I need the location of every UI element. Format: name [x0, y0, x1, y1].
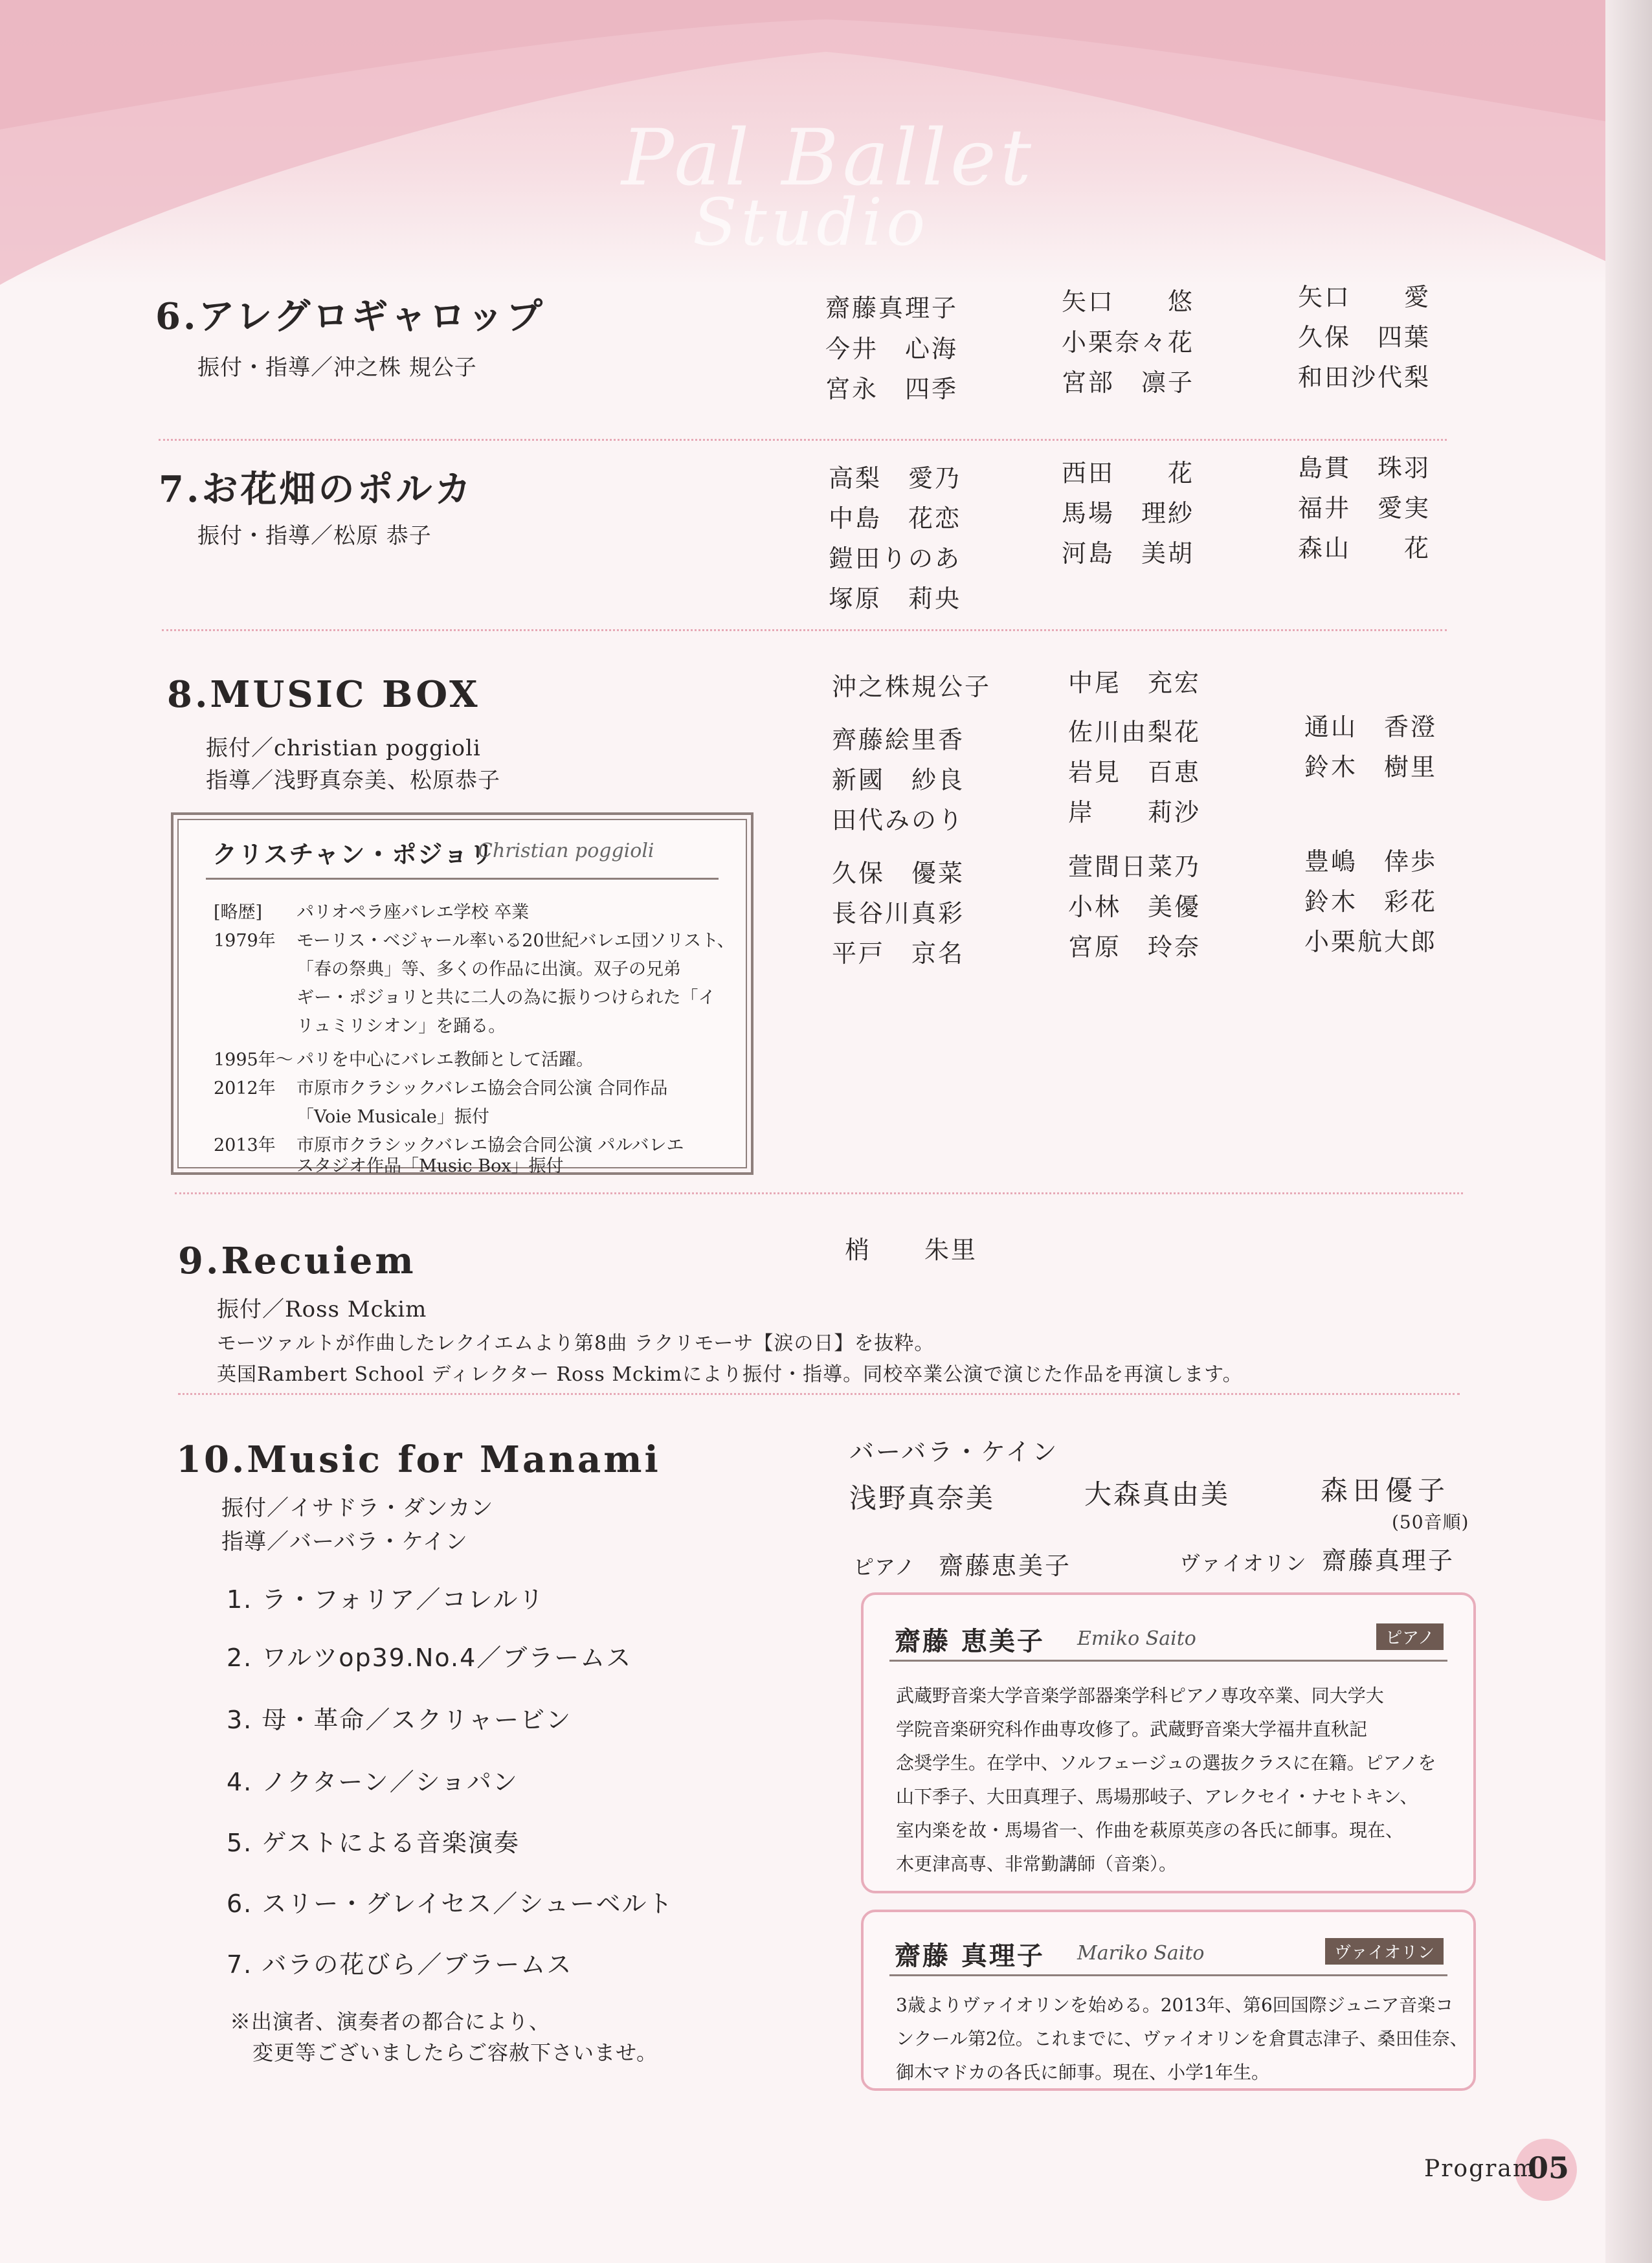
cast-name: 通山 香澄: [1304, 713, 1438, 741]
cast-name: 梢 朱里: [845, 1236, 978, 1264]
bio-text: 市原市クラシックバレエ協会合同公演 パルバレエ: [296, 1135, 684, 1155]
bio-card-piano: [861, 1592, 1476, 1893]
bio-text: 「春の祭典」等、多くの作品に出演。双子の兄弟: [296, 959, 681, 979]
bio-card-name: 齋藤 真理子: [895, 1941, 1045, 1971]
item-8-credit-choreo: 振付／christian poggioli: [206, 735, 481, 761]
bio-text: リュミリシオン」を踊る。: [296, 1016, 506, 1036]
section-divider: [162, 629, 1447, 631]
cast-name: 西田 花: [1062, 459, 1195, 487]
cast-name: 佐川由梨花: [1068, 718, 1201, 746]
item-7-credit: 振付・指導／松原 恭子: [197, 523, 432, 549]
item-6-credit: 振付・指導／沖之株 規公子: [197, 355, 477, 381]
item-10-credit-choreo: 振付／イサドラ・ダンカン: [221, 1495, 494, 1521]
cast-name: 平戸 京名: [832, 939, 965, 968]
song-item: 7. バラの花びら／ブラームス: [227, 1950, 573, 1979]
cast-name: 森田優子: [1321, 1475, 1451, 1506]
song-item: 4. ノクターン／ショパン: [227, 1768, 519, 1796]
bio-card-line: 御木マドカの各氏に師事。現在、小学1年生。: [896, 2062, 1269, 2083]
cast-name: 宮部 凛子: [1062, 368, 1195, 397]
item-8-credit-direction: 指導／浅野真奈美、松原恭子: [206, 768, 500, 794]
cast-name: 島貫 珠羽: [1298, 454, 1431, 482]
bio-name: クリスチャン・ポジョリ: [212, 840, 495, 869]
bio-card-rule: [889, 1660, 1447, 1662]
cast-name: 馬場 理紗: [1062, 499, 1195, 528]
page-number: 05: [1528, 2150, 1570, 2185]
cast-name: 田代みのり: [832, 806, 965, 834]
cast-name: 小栗奈々花: [1062, 328, 1195, 357]
cast-name: 福井 愛実: [1298, 494, 1431, 522]
cast-name: 宮原 玲奈: [1068, 933, 1201, 961]
item-9-note: 英国Rambert School ディレクター Ross Mckimにより振付・指導。同校卒業公演で演じた作品を再演します。: [217, 1363, 1243, 1386]
item-7-title: 7.お花畑のポルカ: [159, 468, 474, 511]
bio-text: モーリス・ベジャール率いる20世紀バレエ団ソリスト、: [296, 931, 735, 951]
cast-name: 今井 心海: [825, 335, 959, 363]
bio-card-line: 武蔵野音楽大学音楽学部器楽学科ピアノ専攻卒業、同大学大: [896, 1685, 1384, 1706]
cast-name: 河島 美胡: [1062, 539, 1195, 568]
cast-lead: バーバラ・ケイン: [849, 1438, 1059, 1466]
bio-card-badge: ピアノ: [1376, 1623, 1444, 1650]
bio-label: 1979年: [214, 931, 276, 951]
footer-program-label: Program: [1424, 2156, 1536, 2182]
cast-name: 久保 四葉: [1298, 323, 1431, 351]
bio-card-line: 学院音楽研究科作曲専攻修了。武蔵野音楽大学福井直秋記: [896, 1719, 1368, 1740]
cast-name: 宮永 四季: [825, 375, 959, 403]
bio-label: 2013年: [214, 1135, 276, 1155]
cast-name: 沖之株規公子: [832, 673, 992, 701]
bio-card-line: 木更津高専、非常勤講師（音楽）。: [896, 1853, 1178, 1875]
bio-rule: [206, 878, 719, 880]
song-item: 3. 母・革命／スクリャービン: [227, 1706, 572, 1734]
poggioli-bio-box: [171, 812, 753, 1175]
cast-name: 小林 美優: [1068, 893, 1201, 921]
cast-name: 鎧田りのあ: [829, 544, 962, 573]
section-divider: [175, 1192, 1463, 1194]
cast-name: 久保 優菜: [832, 859, 965, 887]
musician-role: ヴァイオリン: [1179, 1551, 1307, 1576]
cast-name: 小栗航大郎: [1304, 928, 1438, 956]
cast-name: 長谷川真彩: [832, 899, 965, 928]
cast-name: 岩見 百恵: [1068, 758, 1201, 786]
song-item: 6. スリー・グレイセス／シューベルト: [227, 1890, 674, 1918]
bio-card-rule: [889, 1974, 1447, 1976]
cast-name: 矢口 愛: [1298, 283, 1431, 311]
bio-card-line: 3歳よりヴァイオリンを始める。2013年、第6回国際ジュニア音楽コ: [896, 1994, 1454, 2016]
cast-note: (50音順): [1392, 1511, 1469, 1533]
song-item: 2. ワルツop39.No.4／ブラームス: [227, 1644, 632, 1672]
bio-label: [略歴]: [214, 902, 263, 922]
cast-name: 鈴木 樹里: [1304, 753, 1438, 781]
cast-name: 高梨 愛乃: [829, 464, 962, 493]
item-9-title: 9.Recuiem: [178, 1240, 416, 1282]
musician-role: ピアノ: [853, 1555, 916, 1579]
bio-card-line: 山下季子、大田真理子、馬場那岐子、アレクセイ・ナセトキン、: [896, 1786, 1418, 1807]
bio-card-line: 念奨学生。在学中、ソルフェージュの選抜クラスに在籍。ピアノを: [896, 1752, 1436, 1774]
bio-card-violin: [861, 1910, 1476, 2091]
cast-name: 岸 莉沙: [1068, 798, 1201, 827]
item-9-credit: 振付／Ross Mckim: [217, 1297, 427, 1322]
cast-name: 森山 花: [1298, 534, 1431, 563]
cast-name: 齊藤絵里香: [832, 726, 965, 754]
cast-name: 萱間日菜乃: [1068, 853, 1201, 881]
cast-name: 鈴木 彩花: [1304, 887, 1438, 916]
section-divider: [178, 1393, 1460, 1395]
cast-name: 和田沙代梨: [1298, 363, 1431, 392]
bio-label: 2012年: [214, 1078, 276, 1098]
song-item: 5. ゲストによる音楽演奏: [227, 1829, 520, 1857]
page-edge-shadow: [1605, 0, 1652, 2263]
section-divider: [159, 439, 1447, 441]
cast-name: 新國 紗良: [832, 766, 965, 794]
disclaimer: ※出演者、演奏者の都合により、: [230, 2009, 551, 2034]
cast-name: 中島 花恋: [829, 504, 962, 533]
cast-name: 塚原 莉央: [829, 585, 962, 613]
bio-label: 1995年～: [214, 1050, 293, 1070]
cast-name: 齋藤真理子: [825, 294, 959, 322]
bio-card-line: ンクール第2位。これまでに、ヴァイオリンを倉貫志津子、桑田佳奈、: [896, 2028, 1468, 2049]
disclaimer: 変更等ございましたらご容赦下さいませ。: [252, 2040, 658, 2065]
bio-card-name-en: Mariko Saito: [1077, 1942, 1205, 1965]
cast-name: 豊嶋 倖歩: [1304, 847, 1438, 876]
cast-name: 浅野真奈美: [849, 1482, 996, 1514]
bio-name-en: Christian poggioli: [478, 840, 654, 862]
bio-text: ギー・ポジョリと共に二人の為に振りつけられた「イ: [296, 988, 716, 1008]
bio-text: パリオペラ座バレエ学校 卒業: [296, 902, 530, 922]
item-9-note: モーツァルトが作曲したレクイエムより第8曲 ラクリモーサ【涙の日】を抜粋。: [217, 1332, 935, 1355]
bio-card-name-en: Emiko Saito: [1077, 1627, 1196, 1650]
musician-name: 齋藤恵美子: [939, 1552, 1072, 1580]
item-10-credit-direction: 指導／バーバラ・ケイン: [221, 1529, 468, 1555]
bio-card-badge: ヴァイオリン: [1325, 1938, 1444, 1965]
studio-logo-watermark: Pal Ballet Studio: [621, 113, 1036, 260]
bio-text: スタジオ作品「Music Box」振付: [296, 1156, 564, 1176]
bio-text: パリを中心にバレエ教師として活躍。: [296, 1050, 594, 1070]
item-8-title: 8.MUSIC BOX: [167, 673, 480, 716]
bio-text: 「Voie Musicale」振付: [296, 1107, 489, 1127]
item-6-title: 6.アレグロギャロップ: [155, 295, 545, 338]
item-10-title: 10.Music for Manami: [176, 1438, 661, 1481]
cast-name: 中尾 充宏: [1068, 669, 1201, 697]
cast-name: 大森真由美: [1084, 1478, 1231, 1510]
cast-name: 矢口 悠: [1062, 287, 1195, 316]
musician-name: 齋藤真理子: [1322, 1546, 1455, 1575]
bio-card-name: 齋藤 恵美子: [895, 1626, 1045, 1656]
song-item: 1. ラ・フォリア／コレルリ: [227, 1585, 545, 1614]
bio-card-line: 室内楽を故・馬場省一、作曲を萩原英彦の各氏に師事。現在、: [896, 1820, 1404, 1841]
bio-text: 市原市クラシックバレエ協会合同公演 合同作品: [296, 1078, 668, 1098]
